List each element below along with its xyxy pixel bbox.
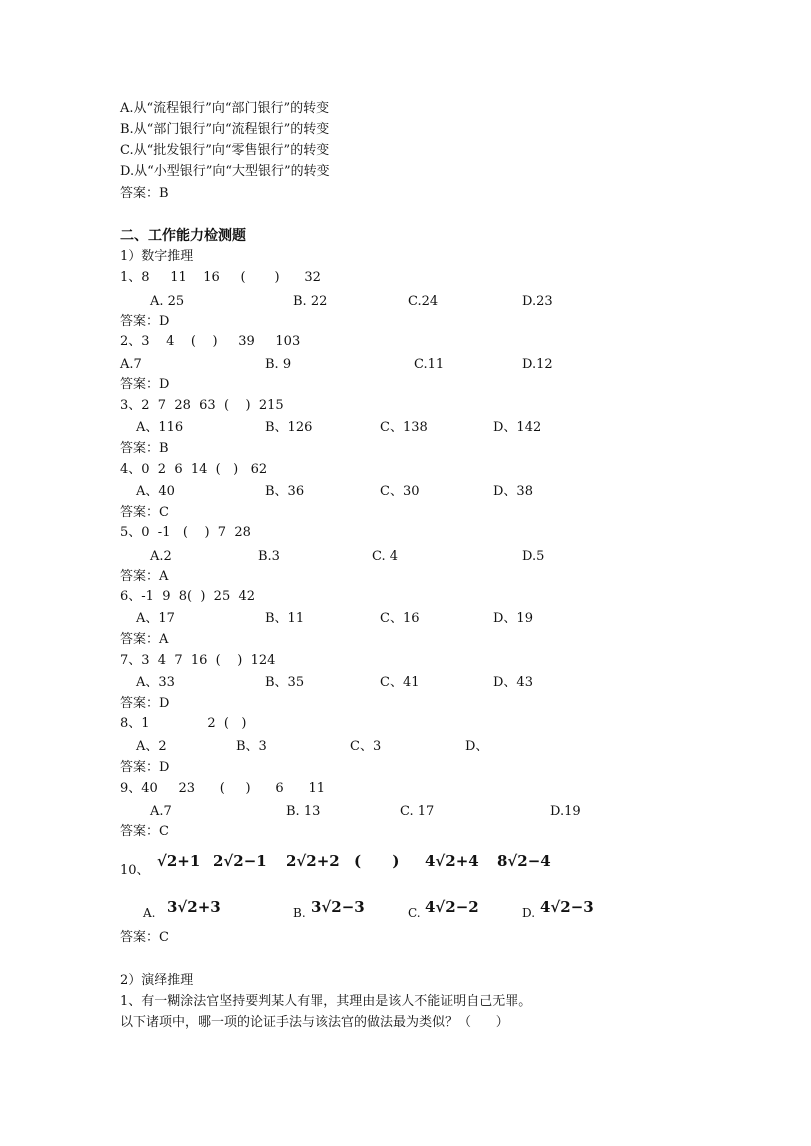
- option: D、: [465, 739, 489, 754]
- option: C. 17: [400, 804, 435, 819]
- option: B.3: [258, 549, 280, 564]
- answer: 答案：C: [120, 930, 169, 945]
- sequence-term: 2√2+2: [286, 852, 340, 870]
- option: A、17: [136, 611, 175, 626]
- option-letter: B.: [293, 906, 306, 920]
- question-stem: 1、8 11 16 ( ) 32: [120, 270, 321, 285]
- option: D、38: [493, 484, 533, 499]
- option: C、30: [380, 484, 420, 499]
- answer: 答案：B: [120, 441, 169, 456]
- question-stem: 8、1 2 ( ): [120, 716, 247, 731]
- question-stem: 3、2 7 28 63 ( ) 215: [120, 398, 284, 413]
- subsection-title: 2）演绎推理: [120, 973, 194, 988]
- top-option-a: A.从“流程银行”向“部门银行”的转变: [120, 101, 330, 116]
- option: C、41: [380, 675, 420, 690]
- answer: 答案：A: [120, 632, 169, 647]
- option: 4√2−2: [425, 898, 479, 916]
- option: 3√2+3: [167, 898, 221, 916]
- answer: 答案：D: [120, 377, 170, 392]
- option: A. 25: [150, 294, 185, 309]
- question-stem: 7、3 4 7 16 ( ) 124: [120, 653, 276, 668]
- option: C.24: [408, 294, 439, 309]
- top-option-b: B.从“部门银行”向“流程银行”的转变: [120, 122, 330, 137]
- option: D、142: [493, 420, 542, 435]
- option: B、126: [265, 420, 313, 435]
- option: D、43: [493, 675, 533, 690]
- question-number: 10、: [120, 863, 150, 878]
- sequence-term: 8√2−4: [497, 852, 551, 870]
- option: A、33: [136, 675, 175, 690]
- answer: 答案：C: [120, 824, 169, 839]
- option: B、11: [265, 611, 305, 626]
- answer: 答案：D: [120, 696, 170, 711]
- answer: 答案：C: [120, 505, 169, 520]
- question-text: 以下诸项中，哪一项的论证手法与该法官的做法最为类似？（ ）: [120, 1015, 509, 1030]
- option: B、35: [265, 675, 305, 690]
- option: D.5: [522, 549, 545, 564]
- option: B. 9: [265, 357, 292, 372]
- option: D.23: [522, 294, 553, 309]
- answer: 答案：D: [120, 760, 170, 775]
- option: B、36: [265, 484, 305, 499]
- option: C、3: [350, 739, 382, 754]
- top-option-d: D.从“小型银行”向“大型银行”的转变: [120, 164, 330, 179]
- top-answer: 答案：B: [120, 186, 169, 201]
- option: A.7: [150, 804, 172, 819]
- question-stem: 9、40 23 ( ) 6 11: [120, 781, 326, 796]
- answer: 答案：A: [120, 569, 169, 584]
- sequence-term: √2+1: [157, 852, 201, 870]
- top-option-c: C.从“批发银行”向“零售银行”的转变: [120, 143, 330, 158]
- option-letter: C.: [408, 906, 421, 920]
- option: A、116: [136, 420, 184, 435]
- section-heading: 二、工作能力检测题: [120, 228, 246, 244]
- sequence-term: 2√2−1: [213, 852, 267, 870]
- option: C. 4: [372, 549, 399, 564]
- question-stem: 4、0 2 6 14 ( ) 62: [120, 462, 268, 477]
- answer: 答案：D: [120, 314, 170, 329]
- question-stem: 2、3 4 ( ) 39 103: [120, 334, 301, 349]
- option: D、19: [493, 611, 533, 626]
- question-text: 1、有一糊涂法官坚持要判某人有罪，其理由是该人不能证明自己无罪。: [120, 994, 532, 1009]
- option: A、2: [136, 739, 167, 754]
- option: C、16: [380, 611, 420, 626]
- sequence-blank: ( ): [354, 852, 400, 870]
- option: C.11: [414, 357, 445, 372]
- option: B、3: [236, 739, 267, 754]
- option: A.2: [150, 549, 172, 564]
- option-letter: D.: [522, 906, 536, 920]
- option: A.7: [120, 357, 142, 372]
- question-stem: 5、0 -1 ( ) 7 28: [120, 525, 251, 540]
- sequence-term: 4√2+4: [425, 852, 479, 870]
- option: A、40: [136, 484, 175, 499]
- question-stem: 6、-1 9 8( ) 25 42: [120, 589, 256, 604]
- option: C、138: [380, 420, 428, 435]
- option: B. 13: [286, 804, 321, 819]
- option: D.12: [522, 357, 553, 372]
- option: 4√2−3: [540, 898, 594, 916]
- option: B. 22: [293, 294, 328, 309]
- subsection-number-reasoning: 1）数字推理: [120, 249, 194, 264]
- option: D.19: [550, 804, 581, 819]
- option-letter: A.: [143, 906, 156, 920]
- option: 3√2−3: [311, 898, 365, 916]
